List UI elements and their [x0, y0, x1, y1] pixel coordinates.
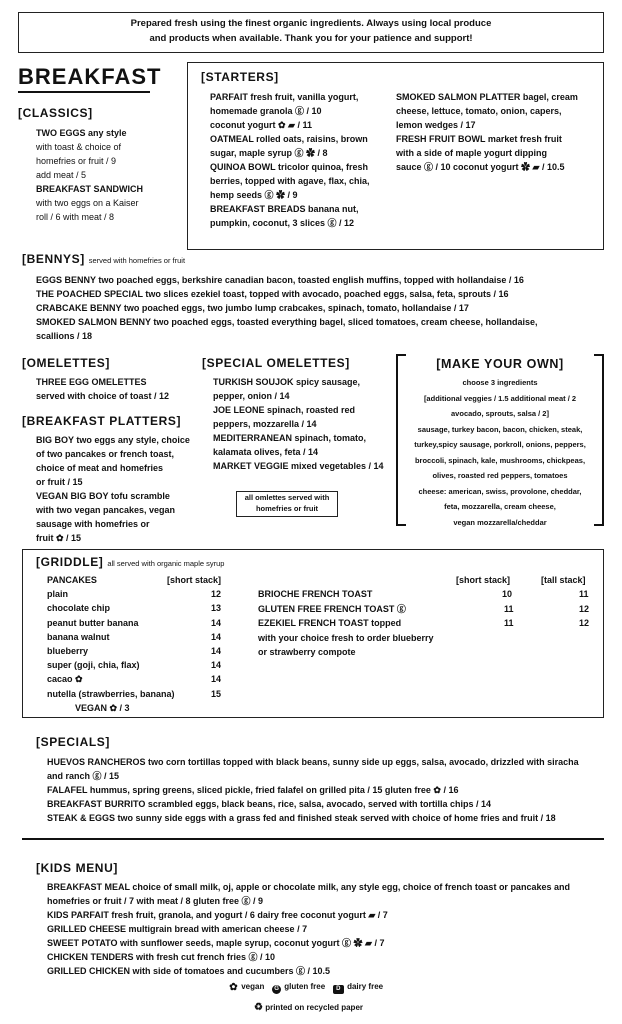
list-item: or fruit / 15: [36, 477, 83, 487]
list-item: peppers, mozzarella / 14: [213, 419, 317, 429]
list-item: lemon wedges / 17: [396, 120, 476, 130]
list-item: sauce ⓖ / 10 coconut yogurt ✿ ▰ / 10.5: [396, 162, 565, 172]
list-item: QUINOA BOWL tricolor quinoa, fresh: [210, 162, 369, 172]
item-name: GLUTEN FREE FRENCH TOAST ⓖ: [258, 603, 406, 614]
item-price: 12: [210, 589, 221, 600]
note-line: homefries or fruit: [255, 504, 319, 513]
item-price-short: 10: [502, 589, 513, 599]
list-item: of two pancakes or french toast,: [36, 449, 175, 459]
recycle-icon: ♻: [254, 1002, 263, 1013]
bracket-left: [396, 354, 406, 526]
list-item: GRILLED CHICKEN with side of tomatoes and cucumbers ⓖ / 10.5: [47, 966, 331, 976]
item-price-tall: 12: [579, 618, 590, 628]
list-item: olives, roasted red peppers, tomatoes: [432, 471, 568, 480]
list-item: homefries or fruit / 9: [36, 156, 117, 166]
note-line: all omlettes served with: [244, 493, 330, 502]
item-price-short: 11: [504, 603, 514, 614]
specials-list: [47, 755, 607, 825]
make-your-own-list: [406, 375, 594, 530]
short-stack-label: [short stack]: [166, 575, 221, 585]
item-name: peanut butter banana: [47, 617, 139, 628]
list-item: CHICKEN TENDERS with fresh cut french fries ⓖ / 10: [47, 952, 276, 962]
item-name: super (goji, chia, flax): [47, 660, 140, 671]
bennys-list: [36, 273, 606, 343]
list-item: MEDITERRANEAN spinach, tomato,: [213, 433, 367, 443]
item-name: plain: [47, 589, 69, 600]
dairy-free-icon: D: [333, 985, 344, 994]
item-name: chocolate chip: [47, 603, 111, 614]
toast-header: [258, 573, 588, 587]
list-item: pumpkin, coconut, 3 slices ⓖ / 12: [210, 218, 355, 228]
griddle-heading: [36, 555, 224, 571]
table-row: [47, 658, 221, 672]
special-omelettes-list: [213, 375, 393, 473]
list-item: GRILLED CHEESE multigrain bread with american cheese / 7: [47, 924, 308, 934]
item-name: banana walnut: [47, 631, 110, 642]
make-your-own-heading: [MAKE YOUR OWN]: [436, 357, 564, 371]
item-price: 13: [210, 603, 221, 614]
toast-desc: or strawberry compote: [258, 646, 356, 657]
intro-line-2: and products when available. Thank you for your patience and support!: [149, 33, 473, 44]
title-underline: [18, 91, 150, 93]
pancakes-label: PANCAKES: [47, 575, 97, 585]
list-item: THREE EGG OMELETTES: [36, 377, 147, 387]
section-divider: [22, 838, 604, 840]
omelettes-note: [236, 492, 338, 514]
list-item: TURKISH SOUJOK spicy sausage,: [213, 377, 361, 387]
list-item: VEGAN BIG BOY tofu scramble: [36, 491, 170, 501]
list-item: kalamata olives, feta / 14: [213, 447, 319, 457]
list-item: cheese: american, swiss, provolone, cheddar,: [418, 486, 582, 496]
list-item: with two vegan pancakes, vegan: [36, 505, 176, 515]
item-price: 14: [210, 646, 221, 657]
item-price: 14: [210, 674, 221, 685]
list-item: with toast & choice of: [36, 142, 122, 152]
item-price-short: 11: [504, 618, 514, 628]
bracket-right: [594, 354, 604, 526]
recycled-text: printed on recycled paper: [265, 1003, 364, 1012]
vegan-line: VEGAN ✿ / 3: [75, 702, 130, 713]
list-item: SWEET POTATO with sunflower seeds, maple syrup, coconut yogurt ⓖ ✿ ▰ / 7: [47, 938, 385, 948]
classics-heading: [CLASSICS]: [18, 106, 93, 120]
item-name: cacao ✿: [47, 674, 83, 685]
list-item: and ranch ⓖ / 15: [47, 771, 120, 781]
bennys-heading: [22, 252, 185, 268]
list-item: TWO EGGS any style: [36, 128, 127, 138]
table-row: [47, 672, 221, 686]
list-item: FALAFEL hummus, spring greens, sliced pickle, fried falafel on grilled pita / 15 gluten free ✿ / 16: [47, 785, 459, 795]
list-item: BREAKFAST SANDWICH: [36, 184, 143, 194]
table-row: [258, 587, 588, 602]
starters-right: [396, 90, 601, 174]
item-price: 14: [210, 631, 221, 642]
list-item: sugar, maple syrup ⓖ ✿ / 8: [210, 148, 328, 158]
item-price: 14: [210, 617, 221, 628]
list-item: coconut yogurt ✿ ▰ / 11: [210, 120, 312, 130]
list-item: BREAKFAST BURRITO scrambled eggs, black beans, rice, salsa, avocado, served with tortilla chips / 14: [47, 799, 491, 809]
list-item: SMOKED SALMON PLATTER bagel, cream: [396, 92, 578, 102]
recycled-note: [254, 1001, 363, 1015]
pancakes-header: [47, 573, 221, 587]
toast-desc: with your choice fresh to order blueberry: [258, 632, 434, 643]
list-item: pepper, onion / 14: [213, 391, 290, 401]
list-item: KIDS PARFAIT fresh fruit, granola, and yogurt / 6 dairy free coconut yogurt ▰ / 7: [47, 910, 388, 920]
list-item: JOE LEONE spinach, roasted red: [213, 405, 356, 415]
legend-gluten-free: gluten free: [284, 982, 326, 991]
bennys-title: [BENNYS]: [22, 252, 85, 266]
list-item: fruit ✿ / 15: [36, 533, 82, 543]
kids-list: [47, 880, 609, 978]
table-row: [47, 616, 221, 630]
list-item: BREAKFAST BREADS banana nut,: [210, 204, 359, 214]
list-item: served with choice of toast / 12: [36, 391, 170, 401]
legend: [228, 980, 428, 994]
intro-line-1: Prepared fresh using the finest organic ingredients. Always using local produce: [130, 18, 492, 29]
list-item: OATMEAL rolled oats, raisins, brown: [210, 134, 368, 144]
list-item: vegan mozzarella/cheddar: [453, 517, 547, 527]
list-item: PARFAIT fresh fruit, vanilla yogurt,: [210, 92, 359, 102]
list-item: SMOKED SALMON BENNY two poached eggs, toasted everything bagel, sliced tomatoes, cream cheese, hollandaise,: [36, 317, 538, 327]
kids-heading: [KIDS MENU]: [36, 861, 118, 875]
list-item: feta, mozzarella, cream cheese,: [444, 502, 556, 511]
specials-heading: [SPECIALS]: [36, 735, 111, 749]
legend-dairy-free: dairy free: [347, 982, 384, 991]
item-price-tall: 11: [579, 589, 589, 599]
list-item: homefries or fruit / 7 with meat / 8 gluten free ⓖ / 9: [47, 896, 264, 906]
list-item: BREAKFAST MEAL choice of small milk, oj, apple or chocolate milk, any style egg, choice of french toast or pancakes and: [47, 882, 570, 892]
item-price-tall: 12: [579, 603, 590, 614]
list-item: add meat / 5: [36, 170, 87, 180]
list-item: sausage, turkey bacon, bacon, chicken, steak,: [417, 424, 583, 434]
page-title: BREAKFAST: [18, 64, 162, 89]
item-name: blueberry: [47, 646, 89, 657]
item-name: BRIOCHE FRENCH TOAST: [258, 589, 373, 599]
list-item: MARKET VEGGIE mixed vegetables / 14: [213, 461, 384, 471]
list-item: [additional veggies / 1.5 additional meat / 2: [423, 393, 577, 403]
list-item: turkey,spicy sausage, porkroll, onions, peppers,: [414, 440, 586, 449]
table-row: [47, 687, 221, 701]
bennys-note: served with homefries or fruit: [88, 256, 186, 265]
list-item: choice of meat and homefries: [36, 463, 164, 473]
omelettes-list: [36, 375, 206, 403]
item-price: 14: [210, 660, 221, 671]
list-item: FRESH FRUIT BOWL market fresh fruit: [396, 134, 562, 144]
short-stack-label: [short stack]: [456, 575, 511, 585]
list-item: roll / 6 with meat / 8: [36, 212, 115, 222]
list-item: THE POACHED SPECIAL two slices ezekiel toast, topped with avocado, poached eggs, salsa, feta, sprouts / 16: [36, 289, 509, 299]
list-item: EGGS BENNY two poached eggs, berkshire canadian bacon, toasted english muffins, topped with hollandaise / 16: [36, 275, 524, 285]
vegan-leaf-icon: ✿: [229, 982, 238, 993]
special-omelettes-heading: [SPECIAL OMELETTES]: [202, 356, 350, 370]
list-item: avocado, sprouts, salsa / 2]: [451, 409, 549, 418]
list-item: with a side of maple yogurt dipping: [396, 148, 548, 158]
griddle-title: [GRIDDLE]: [36, 555, 104, 569]
tall-stack-label: [tall stack]: [541, 575, 586, 585]
table-row: [47, 644, 221, 658]
list-item: berries, topped with agave, flax, chia,: [210, 176, 370, 186]
table-row: [47, 601, 221, 615]
platters-heading: [BREAKFAST PLATTERS]: [22, 414, 182, 428]
list-item: BIG BOY two eggs any style, choice: [36, 435, 190, 445]
legend-vegan: vegan: [241, 982, 265, 991]
list-item: with two eggs on a Kaiser: [36, 198, 139, 208]
table-row: [258, 616, 588, 631]
list-item: sausage with homefries or: [36, 519, 150, 529]
list-item: CRABCAKE BENNY two poached eggs, two jumbo lump crabcakes, spinach, tomato, hollandaise / 17: [36, 303, 469, 313]
table-row: [47, 630, 221, 644]
griddle-note: all served with organic maple syrup: [107, 559, 225, 568]
pancakes-column: [47, 573, 221, 715]
gluten-free-icon: G: [272, 985, 281, 994]
item-price: 15: [210, 688, 221, 699]
french-toast-column: [258, 573, 588, 659]
omelettes-heading: [OMELETTES]: [22, 356, 110, 370]
list-item: homemade granola ⓖ / 10: [210, 106, 322, 116]
classics-list: [36, 126, 186, 224]
table-row: [47, 587, 221, 601]
list-item: choose 3 ingredients: [462, 378, 538, 387]
item-name: nutella (strawberries, banana): [47, 688, 175, 699]
item-name: EZEKIEL FRENCH TOAST topped: [258, 618, 402, 628]
starters-left: [210, 90, 395, 230]
starters-heading: [STARTERS]: [201, 70, 279, 84]
table-row: [258, 602, 588, 617]
list-item: hemp seeds ⓖ ✿ / 9: [210, 190, 298, 200]
list-item: broccoli, spinach, kale, mushrooms, chickpeas,: [414, 455, 586, 465]
list-item: HUEVOS RANCHEROS two corn tortillas topped with black beans, sunny side up eggs, salsa, avocado, drizzled with siracha: [47, 757, 579, 767]
list-item: STEAK & EGGS two sunny side eggs with a grass fed and finished steak served with choice of home fries and fruit / 18: [47, 813, 556, 823]
platters-list: [36, 433, 206, 545]
list-item: scallions / 18: [36, 331, 93, 341]
list-item: cheese, lettuce, tomato, onion, capers,: [396, 106, 562, 116]
